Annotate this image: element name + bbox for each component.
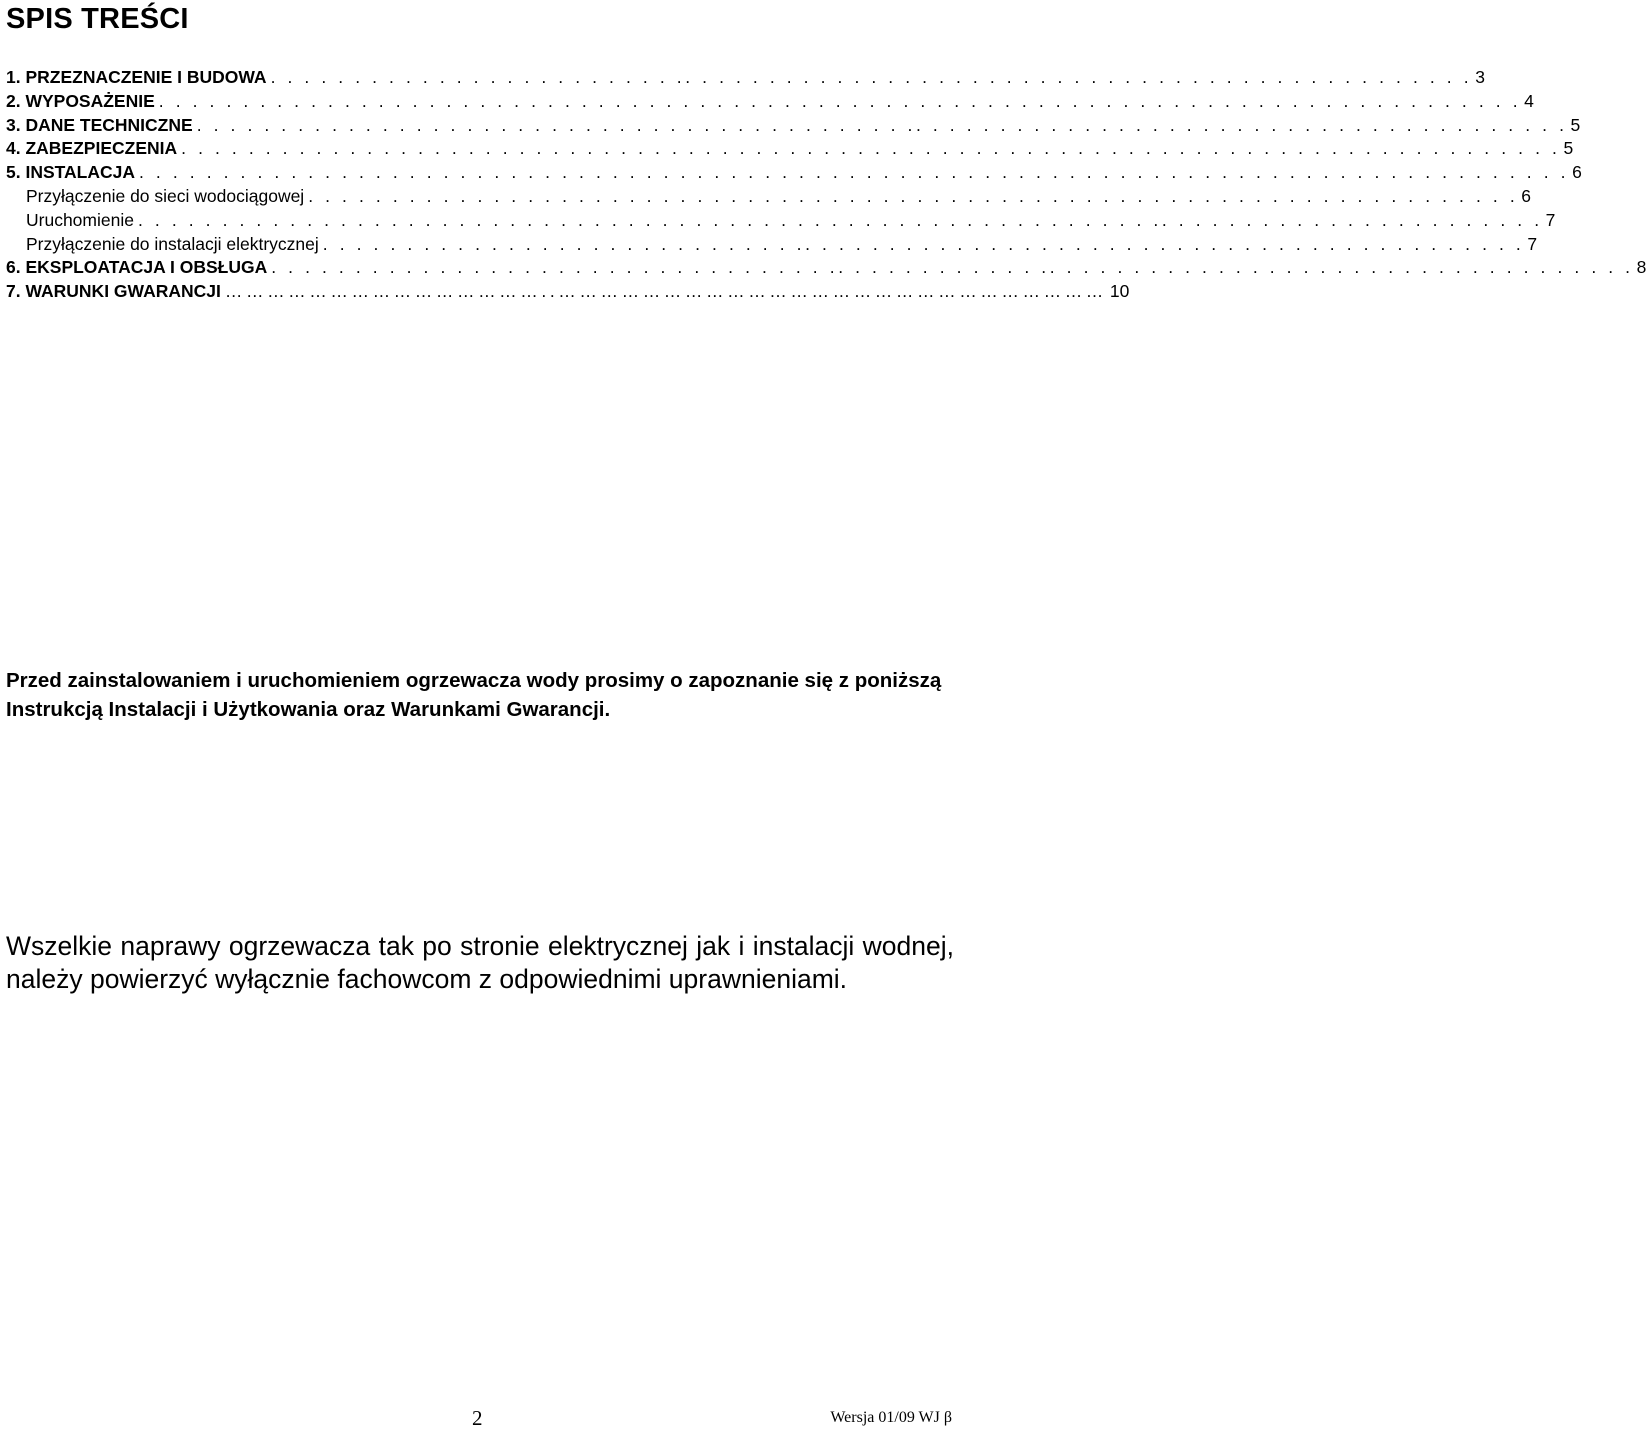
service-notice-paragraph: Wszelkie naprawy ogrzewacza tak po stronie elektrycznej jak i instalacji wodnej, należy powierzyć wyłącznie fachowcom z odpowiednimi uprawnieniami. xyxy=(6,931,954,994)
toc-entry-leader: . . . . . . . . . . . . . . . . . . . . . . . . .. . . . . . . . . . . . . . . . . . . . . . . . . . . . . . . . . . . . . . . . . . . . . . . xyxy=(270,67,1473,87)
toc-entry-leader: . . . . . . . . . . . . . . . . . . . . . . . . . . . . . . . . . . . . . . . . . . . . . . . . . . . . . . . . . . . . .. . . . . . . . . . . . . . . . . . . . . . . xyxy=(137,209,1543,230)
toc-entry-przylaczenie-elektryczne[interactable] xyxy=(6,233,1538,257)
toc-entry-page: 3 xyxy=(1475,67,1485,87)
toc-entry-label: 5. INSTALACJA xyxy=(6,162,135,183)
toc-entry-label: Przyłączenie do sieci wodociągowej xyxy=(26,185,305,206)
toc-entry-leader: . . . . . . . . . . . . . . . . . . . . . . . . . . . . . . . . . .. . . . . . . . . . . . .. . . . . . . . . . . . . . . . . . . . . . . . . . . . . . . . . . . xyxy=(271,257,1634,278)
toc-entry-wyposazenie[interactable] xyxy=(6,90,1534,114)
toc-entry-label: Przyłączenie do instalacji elektrycznej xyxy=(26,233,319,254)
page-number: 2 xyxy=(472,1406,483,1430)
toc-entry-page: 4 xyxy=(1524,90,1534,111)
toc-entry-page: 5 xyxy=(1570,114,1581,135)
toc-entry-zabezpieczenia[interactable] xyxy=(6,137,1574,161)
version-label: Wersja 01/09 WJ β xyxy=(830,1409,952,1426)
toc-entry-page: 7 xyxy=(1527,233,1538,254)
toc-entry-label: 7. WARUNKI GWARANCJI xyxy=(6,281,221,302)
toc-entry-page: 8 xyxy=(1636,257,1646,278)
page-title: SPIS TREŚCI xyxy=(6,3,189,35)
toc-entry-label: Uruchomienie xyxy=(26,209,134,230)
toc-entry-label: 1. PRZEZNACZENIE I BUDOWA xyxy=(6,67,267,87)
toc-entry-przeznaczenie[interactable] xyxy=(6,66,1485,90)
toc-entry-page: 7 xyxy=(1545,209,1556,230)
toc-entry-page: 6 xyxy=(1521,185,1532,206)
toc-entry-page: 6 xyxy=(1572,162,1582,183)
toc-entry-instalacja[interactable] xyxy=(6,161,1582,185)
toc-entry-leader: . . . . . . . . . . . . . . . . . . . . . . . . . . . . .. . . . . . . . . . . . . . . . . . . . . . . . . . . . . . . . . . . . . . . . . . . xyxy=(322,233,1525,254)
toc-entry-eksploatacja[interactable] xyxy=(6,256,1646,280)
toc-entry-warunki-gwarancji[interactable] xyxy=(6,280,1130,304)
toc-entry-label: 3. DANE TECHNICZNE xyxy=(6,114,193,135)
toc-entry-leader: . . . . . . . . . . . . . . . . . . . . . . . . . . . . . . . . . . . . . . . . . . .. . . . . . . . . . . . . . . . . . . . . . . . . . . . . . . . . . . . . . . xyxy=(196,114,1568,135)
toc-entry-dane-techniczne[interactable] xyxy=(6,114,1581,138)
toc-entry-leader: . . . . . . . . . . . . . . . . . . . . . . . . . . . . . . . . . . . . . . . . . . . . . . . . . . . . . . . . . . . . . . . . . . . . . . . . . . . . . . . . . . xyxy=(181,138,1561,159)
toc-entry-leader: ………………………………………..…………………………………………………………………… xyxy=(224,281,1107,302)
table-of-contents xyxy=(6,66,1646,304)
intro-paragraph: Przed zainstalowaniem i uruchomieniem ogrzewacza wody prosimy o zapoznanie się z poniższą Instrukcją Instalacji i Użytkowania oraz Warunkami Gwarancji. xyxy=(6,669,942,721)
toc-entry-page: 5 xyxy=(1563,138,1574,159)
toc-entry-label: 6. EKSPLOATACJA I OBSŁUGA xyxy=(6,257,268,278)
toc-entry-leader: . . . . . . . . . . . . . . . . . . . . . . . . . . . . . . . . . . . . . . . . . . . . . . . . . . . . . . . . . . . . . . . . . . . . . . . . . . . . . . . . . . . . . xyxy=(139,162,1570,183)
toc-entry-przylaczenie-wodociagowe[interactable] xyxy=(6,185,1532,209)
toc-entry-label: 2. WYPOSAŻENIE xyxy=(6,90,155,111)
toc-entry-page: 10 xyxy=(1109,281,1130,302)
toc-entry-leader: . . . . . . . . . . . . . . . . . . . . . . . . . . . . . . . . . . . . . . . . . . . . . . . . . . . . . . . . . . . . . . . . . . . . . . . . . . . . . . . . . xyxy=(158,90,1522,111)
toc-entry-uruchomienie[interactable] xyxy=(6,209,1556,233)
toc-entry-leader: . . . . . . . . . . . . . . . . . . . . . . . . . . . . . . . . . . . . . . . . . . . . . . . . . . . . . . . . . . . . . . . . . . . . . . . . xyxy=(308,185,1519,206)
toc-entry-label: 4. ZABEZPIECZENIA xyxy=(6,138,178,159)
